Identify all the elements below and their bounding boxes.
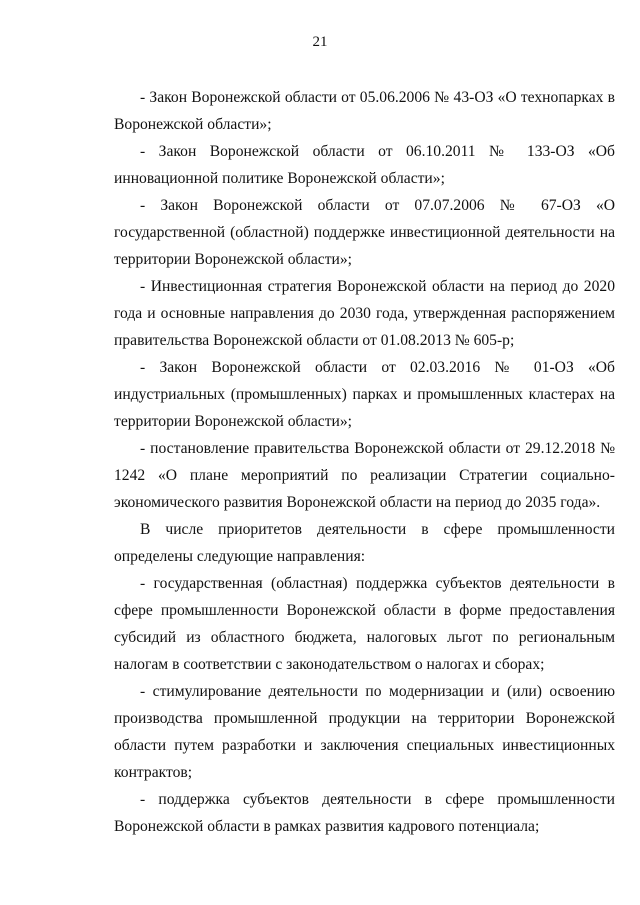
paragraph-modernization-stimulation: - стимулирование деятельности по модернизации и (или) освоению производства промышленной продукции на территории Воронежской области путем разработки и заключения специальных инвестиционных контрактов;	[114, 683, 615, 781]
paragraph-law-technoparks: - Закон Воронежской области от 05.06.2006 № 43-ОЗ «О технопарках в Воронежской области»;	[114, 89, 615, 133]
paragraph-government-resolution: - постановление правительства Воронежской области от 29.12.2018 № 1242 «О плане мероприятий по реализации Стратегии социально-экономического развития Воронежской области на период до 2035 года».	[114, 440, 615, 511]
paragraph-personnel-support: - поддержка субъектов деятельности в сфере промышленности Воронежской области в рамках развития кадрового потенциала;	[114, 791, 615, 835]
paragraph-law-innovation-policy: - Закон Воронежской области от 06.10.2011 № 133-ОЗ «Об инновационной политике Воронежской области»;	[114, 143, 615, 187]
paragraph-law-industrial-parks: - Закон Воронежской области от 02.03.2016 № 01-ОЗ «Об индустриальных (промышленных) парках и промышленных кластерах на территории Воронежской области»;	[114, 359, 615, 430]
document-body	[114, 84, 615, 840]
paragraph-investment-strategy: - Инвестиционная стратегия Воронежской области на период до 2020 года и основные направления до 2030 года, утвержденная распоряжением правительства Воронежской области от 01.08.2013 № 605-р;	[114, 278, 615, 349]
paragraph-priorities-intro: В числе приоритетов деятельности в сфере промышленности определены следующие направления:	[114, 521, 615, 565]
paragraph-law-investment-support: - Закон Воронежской области от 07.07.2006 № 67-ОЗ «О государственной (областной) поддержке инвестиционной деятельности на территории Воронежской области»;	[114, 197, 615, 268]
paragraph-state-support: - государственная (областная) поддержка субъектов деятельности в сфере промышленности Воронежской области в форме предоставления субсидий из областного бюджета, налоговых льгот по региональным налогам в соответствии с законодательством о налогах и сборах;	[114, 575, 615, 673]
page-number: 21	[312, 34, 328, 50]
